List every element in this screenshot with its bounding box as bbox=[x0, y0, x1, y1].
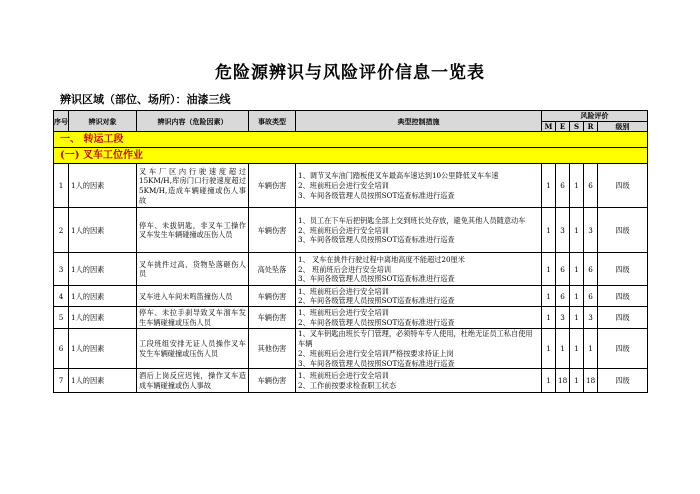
risk-m: 1 bbox=[542, 253, 556, 286]
row-target: 1人的因素 bbox=[69, 253, 137, 286]
risk-level: 四级 bbox=[598, 329, 648, 369]
table-row bbox=[54, 369, 648, 393]
hazard-table bbox=[53, 110, 648, 393]
measure-line: 3、车间各级管理人员按照SOT巡查标准进行巡查 bbox=[298, 190, 455, 200]
row-target: 1人的因素 bbox=[69, 329, 137, 369]
measure-line: 2、班前班后会进行安全培训 bbox=[298, 225, 389, 235]
row-measures bbox=[296, 253, 542, 286]
measure-line: 2、班前班后会进行安全培训 bbox=[298, 181, 389, 191]
row-measures bbox=[296, 329, 542, 369]
risk-s: 1 bbox=[570, 329, 584, 369]
header-s: S bbox=[570, 122, 584, 132]
row-measures bbox=[296, 286, 542, 307]
measure-line: 1、员工在下车后把钥匙全部上交到班长处存放，避免其他人员随意动车 bbox=[298, 215, 526, 225]
measure-line: 1、调节叉车油门踏板使叉车最高车速达到10公里降低叉车车速 bbox=[298, 171, 499, 181]
row-measures bbox=[296, 307, 542, 329]
measure-line: 2、班前班后会进行安全培训严格按要求持证上岗 bbox=[298, 348, 454, 358]
row-content: 酒后上岗反应迟钝，操作叉车造成车辆碰撞或伤人事故 bbox=[137, 369, 249, 393]
risk-r: 3 bbox=[584, 307, 598, 329]
risk-r: 18 bbox=[584, 369, 598, 393]
risk-r: 6 bbox=[584, 286, 598, 307]
measure-line: 2、车间各级管理人员按照SOT巡查标准进行巡查 bbox=[298, 296, 455, 306]
table-row bbox=[54, 164, 648, 208]
table-row bbox=[54, 286, 648, 307]
risk-level: 四级 bbox=[598, 307, 648, 329]
row-accident: 车辆伤害 bbox=[249, 369, 296, 393]
row-measures bbox=[296, 208, 542, 253]
table-row bbox=[54, 208, 648, 253]
risk-e: 3 bbox=[556, 208, 570, 253]
header-measures: 典型控制措施 bbox=[296, 111, 542, 132]
risk-s: 1 bbox=[570, 208, 584, 253]
measure-line: 2、车间各级管理人员按照SOT巡查标准进行巡查 bbox=[298, 317, 455, 327]
risk-r: 6 bbox=[584, 253, 598, 286]
header-e: E bbox=[556, 122, 570, 132]
row-accident: 其他伤害 bbox=[249, 329, 296, 369]
risk-level: 四级 bbox=[598, 208, 648, 253]
table-row bbox=[54, 307, 648, 329]
row-accident: 车辆伤害 bbox=[249, 164, 296, 208]
row-content: 叉车挑件过高、货物坠落砸伤人员 bbox=[137, 253, 249, 286]
measure-line: 1、班前班后会进行安全培训 bbox=[298, 286, 389, 296]
measure-line: 1、班前班后会进行安全培训 bbox=[298, 371, 389, 381]
section-title: 一、 转运工段 bbox=[54, 132, 648, 148]
row-number: 1 bbox=[54, 164, 69, 208]
header-content: 辨识内容（危险因素） bbox=[137, 111, 249, 132]
measure-line: 3、车间各级管理人员按照SOT巡查标准进行巡查 bbox=[298, 274, 455, 284]
risk-e: 18 bbox=[556, 369, 570, 393]
row-number: 4 bbox=[54, 286, 69, 307]
risk-level: 四级 bbox=[598, 253, 648, 286]
header-r: R bbox=[584, 122, 598, 132]
row-number: 6 bbox=[54, 329, 69, 369]
measure-line: 1、叉车钥匙由班长专门管理，必须特车专人使用，杜绝无证员工私自使用车辆 bbox=[298, 329, 533, 349]
risk-s: 1 bbox=[570, 164, 584, 208]
risk-s: 1 bbox=[570, 253, 584, 286]
risk-r: 1 bbox=[584, 329, 598, 369]
header-accident: 事故类型 bbox=[249, 111, 296, 132]
row-target: 1人的因素 bbox=[69, 208, 137, 253]
measure-line: 3、车间各级管理人员按照SOT巡查标准进行巡查 bbox=[298, 235, 455, 245]
row-measures bbox=[296, 164, 542, 208]
header-seq: 序号 bbox=[54, 111, 69, 132]
header-m: M bbox=[542, 122, 556, 132]
row-measures bbox=[296, 369, 542, 393]
row-number: 3 bbox=[54, 253, 69, 286]
row-accident: 车辆伤害 bbox=[249, 286, 296, 307]
risk-level: 四级 bbox=[598, 164, 648, 208]
risk-s: 1 bbox=[570, 307, 584, 329]
header-target: 辨识对象 bbox=[69, 111, 137, 132]
identification-area: 辨识区域（部位、场所）：油漆三线 bbox=[60, 93, 231, 106]
header-risk: 风险评价 bbox=[542, 111, 648, 122]
measure-line: 2、工作前按要求检查职工状态 bbox=[298, 380, 397, 390]
subsection-title: (一) 叉车工位作业 bbox=[54, 148, 648, 164]
row-content: 叉车进入车间未鸣笛撞伤人员 bbox=[137, 286, 249, 307]
row-content: 停车、未拔钥匙，非叉车工操作叉车发生车辆碰撞或压伤人员 bbox=[137, 208, 249, 253]
row-number: 2 bbox=[54, 208, 69, 253]
risk-s: 1 bbox=[570, 286, 584, 307]
risk-level: 四级 bbox=[598, 286, 648, 307]
row-accident: 车辆伤害 bbox=[249, 307, 296, 329]
measure-line: 1、班前班后会进行安全培训 bbox=[298, 308, 389, 318]
risk-r: 6 bbox=[584, 164, 598, 208]
risk-r: 3 bbox=[584, 208, 598, 253]
risk-e: 1 bbox=[556, 329, 570, 369]
row-accident: 车辆伤害 bbox=[249, 208, 296, 253]
measure-line: 3、车间各级管理人员按照SOT巡查标准进行巡查 bbox=[298, 358, 455, 368]
row-accident: 高处坠落 bbox=[249, 253, 296, 286]
header-level: 级别 bbox=[598, 122, 648, 132]
row-number: 5 bbox=[54, 307, 69, 329]
page-title: 危险源辨识与风险评价信息一览表 bbox=[215, 63, 485, 83]
table-row bbox=[54, 253, 648, 286]
row-content: 叉车厂区内行驶速度超过15KM/H,库房门口行驶速度超过5KM/H,造成车辆碰撞或伤人事故 bbox=[137, 164, 249, 208]
risk-e: 6 bbox=[556, 253, 570, 286]
risk-m: 1 bbox=[542, 208, 556, 253]
risk-m: 1 bbox=[542, 164, 556, 208]
risk-m: 1 bbox=[542, 307, 556, 329]
risk-s: 1 bbox=[570, 369, 584, 393]
risk-e: 6 bbox=[556, 164, 570, 208]
row-target: 1人的因素 bbox=[69, 164, 137, 208]
risk-m: 1 bbox=[542, 329, 556, 369]
risk-e: 3 bbox=[556, 307, 570, 329]
risk-m: 1 bbox=[542, 369, 556, 393]
risk-m: 1 bbox=[542, 286, 556, 307]
risk-level: 四级 bbox=[598, 369, 648, 393]
row-target: 1人的因素 bbox=[69, 286, 137, 307]
row-number: 7 bbox=[54, 369, 69, 393]
row-content: 停车、未拉手刹导致叉车溜车发生车辆碰撞或压伤人员 bbox=[137, 307, 249, 329]
row-target: 1人的因素 bbox=[69, 307, 137, 329]
measure-line: 2、 班前班后会进行安全培训 bbox=[298, 264, 392, 274]
risk-e: 6 bbox=[556, 286, 570, 307]
row-content: 工段班组安排无证人员操作叉车发生车辆碰撞或压伤人员 bbox=[137, 329, 249, 369]
table-row bbox=[54, 329, 648, 369]
row-target: 1人的因素 bbox=[69, 369, 137, 393]
measure-line: 1、 叉车在挑件行驶过程中离地高度不能超过20厘米 bbox=[298, 254, 465, 264]
